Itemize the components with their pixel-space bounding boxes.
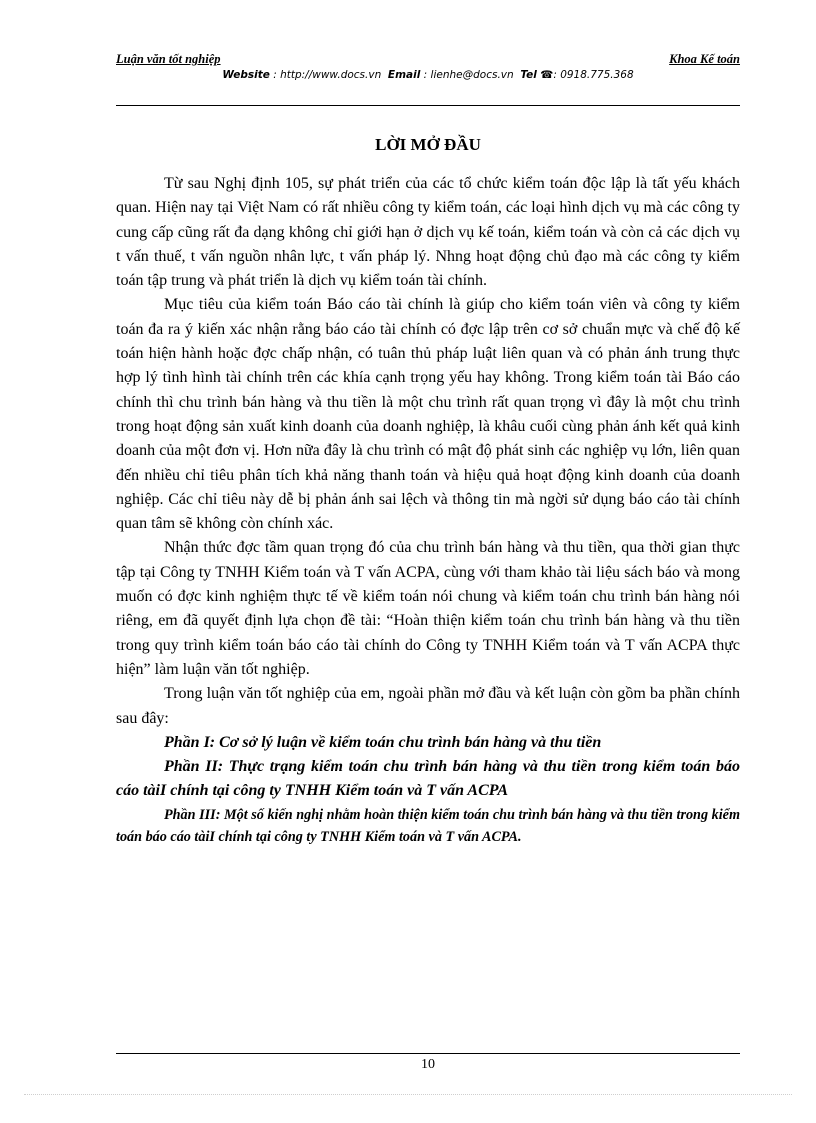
footer-divider — [116, 1053, 740, 1054]
running-header — [116, 52, 740, 67]
tel-label: Tel — [520, 69, 537, 81]
section-title: LỜI MỞ ĐẦU — [375, 135, 481, 154]
body-text — [116, 172, 740, 848]
header-contact-line — [116, 69, 740, 81]
part-3-heading: Phần III: Một số kiến nghị nhằm hoàn thiện kiểm toán chu trình bán hàng và thu tiền trong kiểm toán báo cáo tàiI chính tại công ty TNHH Kiểm toán và T vấn ACPA. — [116, 806, 740, 846]
part-1-heading: Phần I: Cơ sở lý luận về kiểm toán chu trình bán hàng và thu tiền — [164, 733, 602, 751]
header-right-title: Khoa Kế toán — [669, 52, 740, 66]
paragraph-4: Trong luận văn tốt nghiệp của em, ngoài phần mở đầu và kết luận còn gồm ba phần chính sau đây: — [116, 685, 740, 727]
paragraph-2: Mục tiêu của kiểm toán Báo cáo tài chính là giúp cho kiểm toán viên và công ty kiểm toán đa ra ý kiến xác nhận rằng báo cáo tài chính có đợc lập trên cơ sở chuẩn mực và chế độ kế toán hiện hành hoặc đợc chấp nhận, có tuân thủ pháp luật liên quan và có phản ánh trung thực hợp lý tình hình tài chính trên các khía cạnh trọng yếu hay không. Trong kiểm toán tài Báo cáo chính thì chu trình bán hàng và thu tiền là một chu trình rất quan trọng vì đây là một chu trình trong hoạt động sản xuất kinh doanh của doanh nghiệp, là khâu cuối cùng phản ánh kết quả kinh doanh của một đơn vị. Hơn nữa đây là chu trình có mật độ phát sinh các nghiệp vụ lớn, liên quan đến nhiều chỉ tiêu phân tích khả năng thanh toán và hiệu quả hoạt động kinh doanh của doanh nghiệp. Các chỉ tiêu này dễ bị phản ánh sai lệch và thông tin mà ngời sử dụng báo cáo tài chính quan tâm sẽ không còn chính xác. — [116, 296, 740, 533]
email-label: Email — [387, 69, 421, 81]
email-value: : lienhe@docs.vn — [423, 69, 514, 81]
paragraph-1: Từ sau Nghị định 105, sự phát triển của các tổ chức kiểm toán độc lập là tất yếu khách quan. Hiện nay tại Việt Nam có rất nhiều công ty kiểm toán, các loại hình dịch vụ mà các công ty cung cấp cũng rất đa dạng không chỉ giới hạn ở dịch vụ kế toán, kiểm toán và còn cả các dịch vụ t vấn thuế, t vấn nguồn nhân lực, t vấn pháp lý. Nhng hoạt động chủ đạo mà các công ty kiểm toán tập trung và phát triển là dịch vụ kiểm toán tài chính. — [116, 175, 740, 290]
paragraph-3: Nhận thức đợc tầm quan trọng đó của chu trình bán hàng và thu tiền, qua thời gian thực tập tại Công ty TNHH Kiểm toán và T vấn ACPA, cùng với tham khảo tài liệu sách báo và mong muốn có đợc kinh nghiệm thực tế về kiểm toán nói chung và kiểm toán chu trình bán hàng nói riêng, em đã quyết định lựa chọn đề tài: “Hoàn thiện kiểm toán chu trình bán hàng và thu tiền trong quy trình kiểm toán báo cáo tài chính do Công ty TNHH Kiểm toán và T vấn ACPA thực hiện” làm luận văn tốt nghiệp. — [116, 539, 740, 678]
page-edge-dotted-line — [24, 1094, 792, 1095]
header-left-title: Luận văn tốt nghiệp — [116, 52, 221, 66]
phone-icon: ☎ — [540, 69, 554, 81]
page-number: 10 — [421, 1057, 435, 1072]
tel-value: : 0918.775.368 — [553, 69, 634, 81]
website-label: Website — [222, 69, 270, 81]
header-divider — [116, 105, 740, 106]
website-value: : http://www.docs.vn — [273, 69, 382, 81]
part-2-heading: Phần II: Thực trạng kiểm toán chu trình bán hàng và thu tiền trong kiểm toán báo cáo tàiI chính tại công ty TNHH Kiểm toán và T vấn ACPA — [116, 758, 740, 800]
